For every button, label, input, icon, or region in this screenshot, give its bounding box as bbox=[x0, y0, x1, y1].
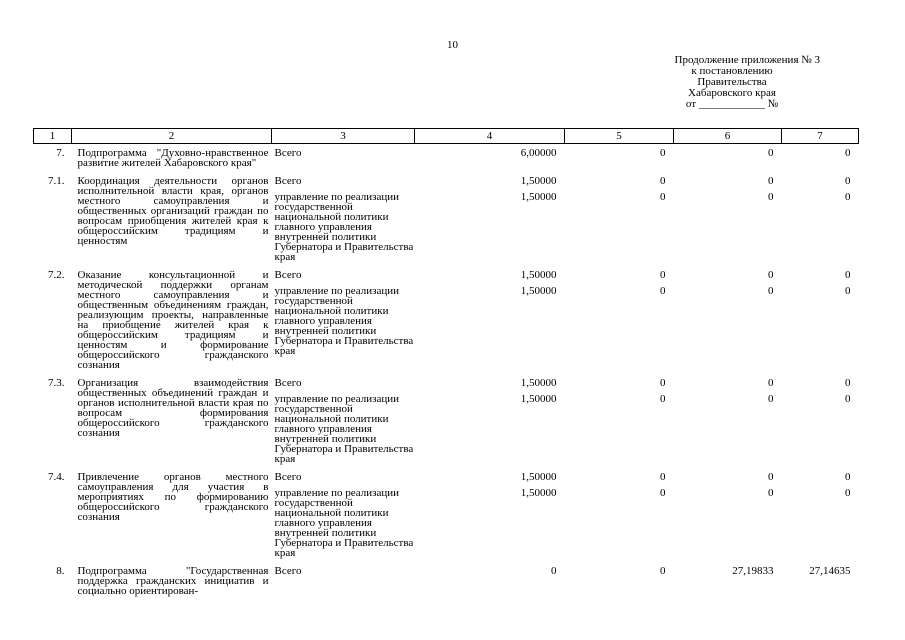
cell-value: 0 bbox=[768, 285, 774, 297]
cell-value: 0 bbox=[660, 147, 666, 159]
source-label: Всего bbox=[274, 471, 302, 483]
cell-value: 1,50000 bbox=[520, 377, 557, 389]
cell-value: 0 bbox=[768, 175, 774, 187]
column-header: 2 bbox=[72, 129, 272, 144]
source-label: Всего bbox=[274, 565, 302, 577]
column-header: 1 bbox=[34, 129, 72, 144]
cell-value: 0 bbox=[660, 269, 666, 281]
row-name: Организация взаимодействия общественных объединений граждан и органов исполнительной власти края по вопросам формирования общероссийского гражданского сознания bbox=[77, 377, 269, 439]
source-label: управление по реализации государственной национальной политики главного управления внутренней политики Губернатора и Правительства края bbox=[274, 487, 414, 559]
cell-value: 1,50000 bbox=[520, 471, 557, 483]
cell-value: 0 bbox=[768, 393, 774, 405]
cell-value: 0 bbox=[845, 175, 851, 187]
appendix-header bbox=[632, 55, 832, 110]
header-line: от ____________ № bbox=[685, 98, 779, 110]
source-label: Всего bbox=[274, 377, 302, 389]
column-header: 5 bbox=[565, 129, 674, 144]
cell-value: 0 bbox=[845, 471, 851, 483]
cell-value: 1,50000 bbox=[520, 175, 557, 187]
cell-value: 1,50000 bbox=[520, 269, 557, 281]
row-name: Привлечение органов местного самоуправления для участия в мероприятиях по формированию общероссийского гражданского сознания bbox=[77, 471, 269, 523]
cell-value: 0 bbox=[845, 487, 851, 499]
cell-value: 0 bbox=[768, 377, 774, 389]
header-line: Продолжение приложения № 3 bbox=[674, 54, 820, 66]
row-number: 7.3. bbox=[48, 377, 65, 389]
column-header: 3 bbox=[272, 129, 415, 144]
cell-value: 0 bbox=[660, 175, 666, 187]
cell-value: 0 bbox=[845, 285, 851, 297]
cell-value: 1,50000 bbox=[520, 191, 557, 203]
cell-value: 0 bbox=[660, 191, 666, 203]
row-name: Подпрограмма "Государственная поддержка гражданских инициатив и социально ориентирован- bbox=[77, 565, 269, 597]
table-row bbox=[34, 370, 859, 464]
cell-value: 0 bbox=[768, 269, 774, 281]
column-header: 4 bbox=[415, 129, 565, 144]
table-row bbox=[34, 262, 859, 370]
cell-value: 1,50000 bbox=[520, 393, 557, 405]
row-name: Оказание консультационной и методической поддержки органам местного самоуправления и общественным объединениям граждан, реализующим проекты, направленные на приобщение жителей края к общероссийским традициям и ценностям и формирование общероссийского гражданского сознания bbox=[77, 269, 269, 371]
source-label: управление по реализации государственной национальной политики главного управления внутренней политики Губернатора и Правительства края bbox=[274, 285, 414, 357]
column-header: 7 bbox=[782, 129, 859, 144]
table-row bbox=[34, 464, 859, 558]
table-row bbox=[34, 168, 859, 262]
cell-value: 1,50000 bbox=[520, 285, 557, 297]
cell-value: 0 bbox=[768, 147, 774, 159]
cell-value: 0 bbox=[768, 191, 774, 203]
row-number: 7.1. bbox=[48, 175, 65, 187]
row-number: 8. bbox=[56, 565, 65, 577]
header-line: Хабаровского края bbox=[688, 87, 776, 99]
cell-value: 0 bbox=[660, 377, 666, 389]
cell-value: 0 bbox=[845, 147, 851, 159]
cell-value: 0 bbox=[660, 565, 666, 577]
cell-value: 27,19833 bbox=[732, 565, 774, 577]
cell-value: 0 bbox=[768, 471, 774, 483]
cell-value: 0 bbox=[845, 269, 851, 281]
cell-value: 0 bbox=[845, 393, 851, 405]
source-label: управление по реализации государственной национальной политики главного управления внутренней политики Губернатора и Правительства края bbox=[274, 393, 414, 465]
cell-value: 1,50000 bbox=[520, 487, 557, 499]
row-name: Подпрограмма "Духовно-нравственное развитие жителей Хабаровского края" bbox=[77, 147, 269, 169]
cell-value: 0 bbox=[660, 393, 666, 405]
row-number: 7. bbox=[56, 147, 65, 159]
row-number: 7.2. bbox=[48, 269, 65, 281]
page-number: 10 bbox=[447, 39, 458, 51]
column-header: 6 bbox=[674, 129, 782, 144]
source-label: Всего bbox=[274, 175, 302, 187]
cell-value: 0 bbox=[551, 565, 557, 577]
cell-value: 6,00000 bbox=[520, 147, 557, 159]
column-header-row bbox=[34, 129, 859, 144]
row-number: 7.4. bbox=[48, 471, 65, 483]
cell-value: 27,14635 bbox=[809, 565, 851, 577]
cell-value: 0 bbox=[845, 377, 851, 389]
row-name: Координация деятельности органов исполнительной власти края, органов местного самоуправления и общественных организаций граждан по вопросам приобщения жителей края к общероссийским традициям и ценностям bbox=[77, 175, 269, 247]
header-line: Правительства bbox=[697, 76, 767, 88]
cell-value: 0 bbox=[660, 285, 666, 297]
cell-value: 0 bbox=[845, 191, 851, 203]
cell-value: 0 bbox=[660, 487, 666, 499]
cell-value: 0 bbox=[660, 471, 666, 483]
source-label: Всего bbox=[274, 269, 302, 281]
header-line: к постановлению bbox=[691, 65, 773, 77]
cell-value: 0 bbox=[768, 487, 774, 499]
table-row bbox=[34, 144, 859, 169]
table-row bbox=[34, 558, 859, 596]
source-label: Всего bbox=[274, 147, 302, 159]
source-label: управление по реализации государственной национальной политики главного управления внутренней политики Губернатора и Правительства края bbox=[274, 191, 414, 263]
funding-table bbox=[33, 128, 859, 596]
